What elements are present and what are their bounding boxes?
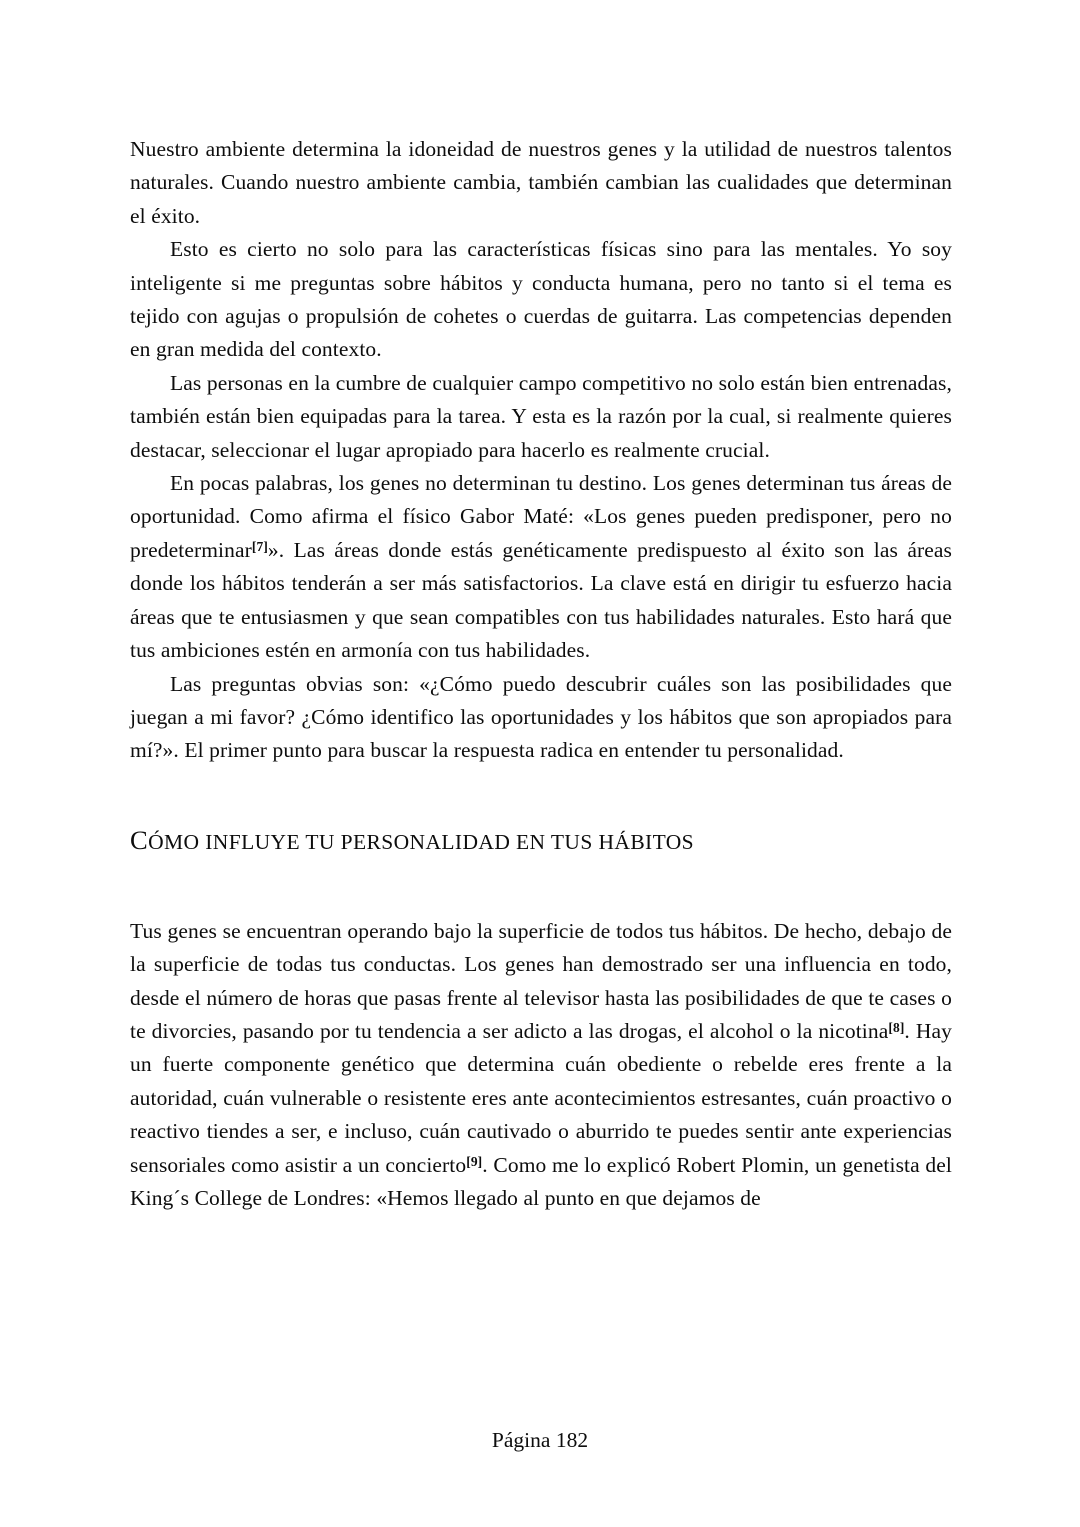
paragraph-environment-genes: Nuestro ambiente determina la idoneidad de nuestros genes y la utilidad de nuestros talentos naturales. Cuando nuestro ambiente cambia, también cambian las cualidades que determinan el éxito. [130, 137, 952, 228]
paragraph-top-performers: Las personas en la cumbre de cualquier campo competitivo no solo están bien entrenadas, también están bien equipadas para la tarea. Y esta es la razón por la cual, si realmente quieres destacar, seleccionar el lugar apropiado para hacerlo es realmente crucial. [130, 370, 952, 462]
paragraph-genes-opportunity [130, 467, 952, 667]
paragraph-genes-opportunity-text-1: En pocas palabras, los genes no determinan tu destino. Los genes determinan tus áreas de oportunidad. Como afirma el físico Gabor Maté: «Los genes pueden predisponer, pero no predeterminar [130, 471, 952, 562]
footnote-ref-7: [7] [251, 538, 268, 554]
footnote-ref-8: [8] [888, 1019, 905, 1035]
section-heading: CÓMO INFLUYE TU PERSONALIDAD EN TUS HÁBITOS [130, 824, 695, 855]
paragraph-genes-opportunity-text-2: ». Las áreas donde estás genéticamente predispuesto al éxito son las áreas donde los hábitos tenderán a ser más satisfactorios. La clave está en dirigir tu esfuerzo hacia áreas que te entusiasmen y que sean compatibles con tus habilidades naturales. Esto hará que tus ambiciones estén en armonía con tus habilidades. [130, 537, 952, 663]
paragraph-genes-under-surface-text-3: . Como me lo explicó Robert Plomin, un genetista del King´s College de Londres: «Hemos llegado al punto en que dejamos de [130, 1152, 952, 1210]
page-number: Página 182 [491, 1428, 589, 1452]
page-body [130, 133, 952, 1215]
paragraph-genes-under-surface [130, 915, 952, 1216]
paragraph-genes-under-surface-text-1: Tus genes se encuentran operando bajo la superficie de todos tus hábitos. De hecho, debajo de la superficie de todas tus conductas. Los genes han demostrado ser una influencia en todo, desde el número de horas que pasas frente al televisor hasta las posibilidades de que te cases o te divorcies, pasando por tu tendencia a ser adicto a las drogas, el alcohol o la nicotina [130, 918, 952, 1043]
paragraph-obvious-questions: Las preguntas obvias son: «¿Cómo puedo descubrir cuáles son las posibilidades que juegan a mi favor? ¿Cómo identifico las oportunidades y los hábitos que son apropiados para mí?». El primer punto para buscar la respuesta radica en entender tu personalidad. [130, 671, 952, 763]
footnote-ref-9: [9] [466, 1153, 483, 1169]
paragraph-physical-mental: Esto es cierto no solo para las características físicas sino para las mentales. Yo soy inteligente si me preguntas sobre hábitos y conducta humana, pero no tanto si el tema es tejido con agujas o propulsión de cohetes o cuerdas de guitarra. Las competencias dependen en gran medida del contexto. [130, 237, 952, 362]
paragraph-genes-under-surface-text-2: . Hay un fuerte componente genético que determina cuán obediente o rebelde eres frente a la autoridad, cuán vulnerable o resistente eres ante acontecimientos estresantes, cuán proactivo o reactivo tiendes a ser, e incluso, cuán cautivado o aburrido te puedes sentir ante experiencias sensoriales como asistir a un concierto [130, 1018, 952, 1177]
